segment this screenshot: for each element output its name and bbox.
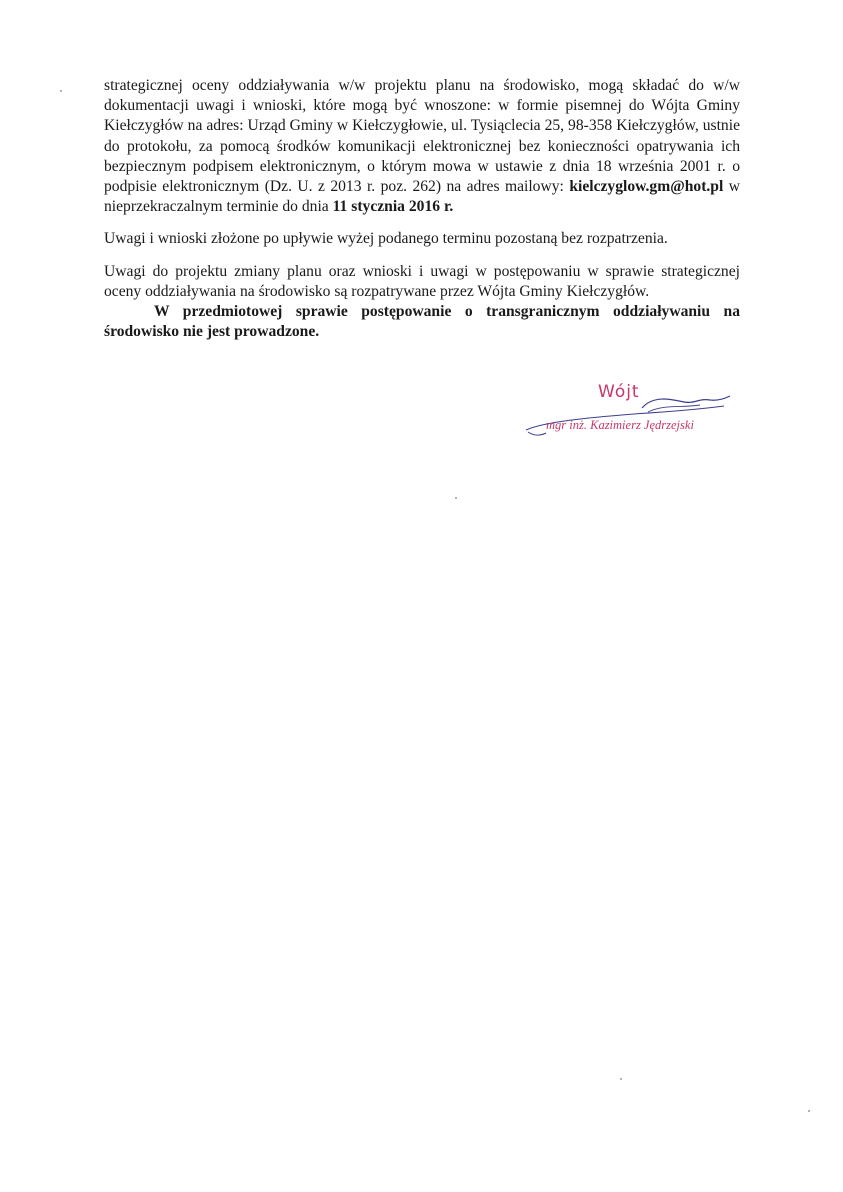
deadline-date: 11 stycznia 2016 r. — [332, 198, 454, 216]
transboundary-notice: W przedmiotowej sprawie postępowanie o transgranicznym oddziaływaniu na środowisko nie jest prowadzone. — [104, 303, 740, 341]
review-paragraph: Uwagi do projektu zmiany planu oraz wnioski i uwagi w postępowaniu w sprawie strategicznej oceny oddziaływania na środowisko są rozpatrywane przez Wójta Gminy Kiełczygłów. — [104, 262, 740, 300]
signature-stamp — [524, 378, 734, 440]
document-body — [104, 76, 740, 342]
signature-title: Wójt — [598, 382, 640, 402]
deadline-text: w nieprzekraczalnym terminie do dnia — [104, 178, 740, 216]
submission-paragraph — [104, 76, 740, 217]
late-submission-paragraph: Uwagi i wnioski złożone po upływie wyżej podanego terminu pozostaną bez rozpatrzenia. — [104, 230, 668, 248]
scan-speck — [620, 1078, 622, 1080]
signature-name: mgr inż. Kazimierz Jędrzejski — [546, 418, 694, 432]
scan-speck — [808, 1110, 810, 1112]
email-address: kielczyglow.gm@hot.pl — [569, 178, 724, 196]
submission-text: strategicznej oceny oddziaływania w/w projektu planu na środowisko, mogą składać do w/w dokumentacji uwagi i wnioski, które mogą być wnoszone: w formie pisemnej do Wójta Gminy Kiełczygłów na adres: Urząd Gminy w Kiełczygłowie, ul. Tysiąclecia 25, 98-358 Kiełczygłów, ustnie do protokołu, za pomocą środków komunikacji elektronicznej bez konieczności opatrywania ich bezpiecznym podpisem elektronicznym, o którym mowa w ustawie z dnia 18 września 2001 r. o podpisie elektronicznym (Dz. U. z 2013 r. poz. 262) na adres mailowy: — [104, 77, 740, 196]
scan-speck — [455, 497, 457, 499]
scan-speck — [60, 90, 62, 92]
